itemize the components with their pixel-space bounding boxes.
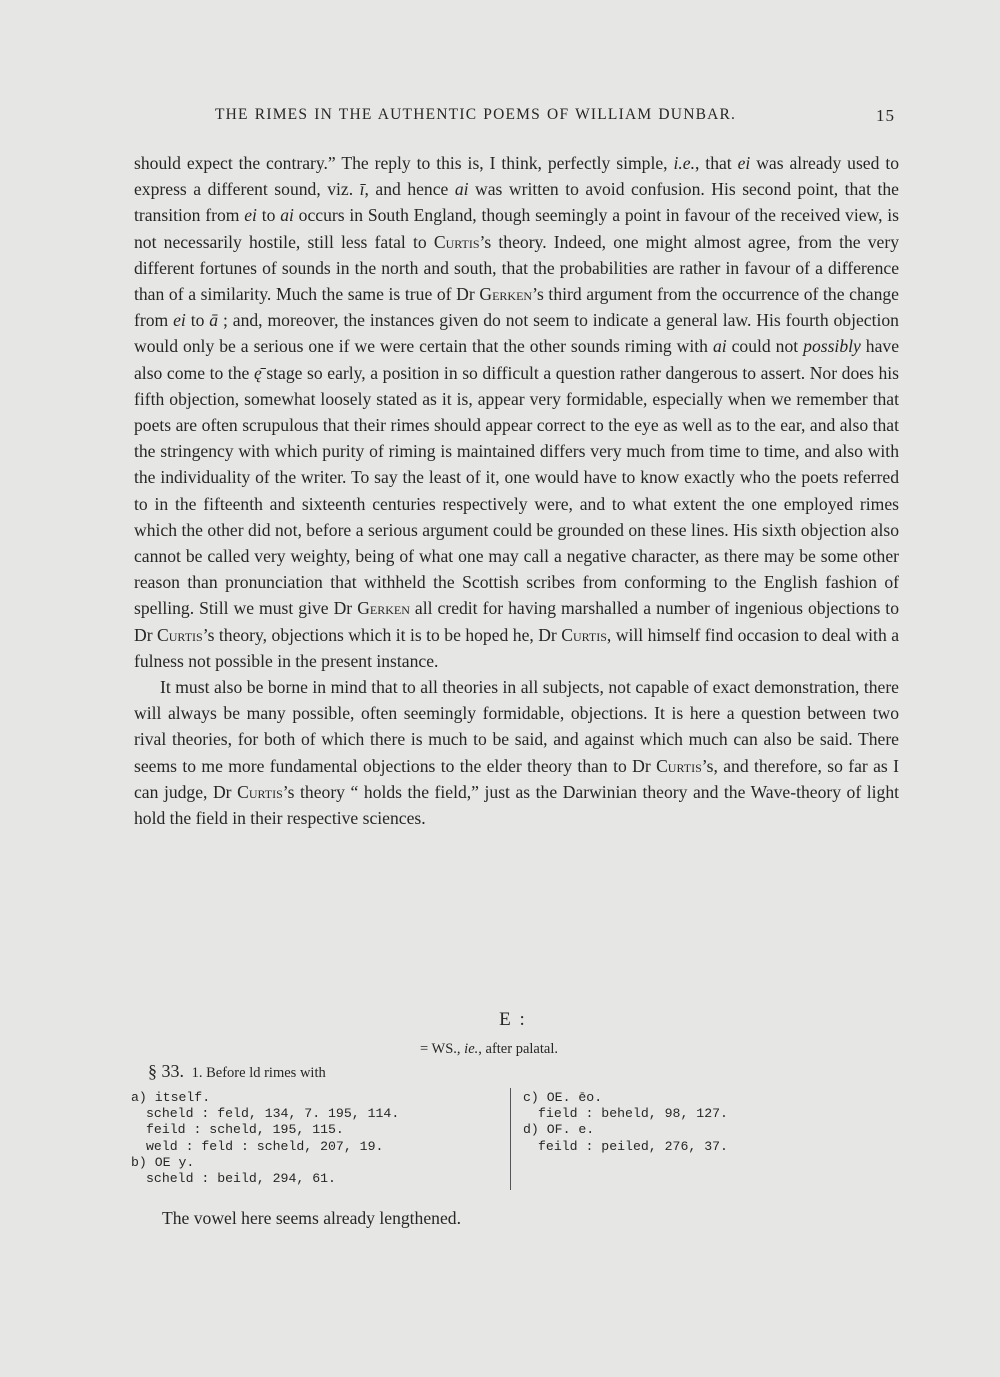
italic-run: ei xyxy=(244,205,257,226)
rime-entry: a) itself. xyxy=(131,1090,211,1105)
section-heading: E : xyxy=(499,1009,527,1030)
paragraph xyxy=(134,674,899,831)
closing-note: The vowel here seems already lengthened. xyxy=(162,1208,461,1228)
rime-entry: scheld : feld, 134, 7. 195, 114. xyxy=(146,1106,400,1122)
section-subheading xyxy=(420,1041,558,1058)
text-run: occurs in South England, though seemingly a point in favour of the received view, is not necessarily hostile, still less fatal to xyxy=(134,205,899,252)
paragraph xyxy=(134,150,899,674)
small-caps-name: Curtis xyxy=(157,624,203,645)
subheading-prefix: = WS., xyxy=(420,1041,465,1057)
italic-run: ā xyxy=(209,310,219,331)
text-run: was written to avoid confusion. His second point, that the transition from xyxy=(134,179,899,226)
rime-entry: c) OE. ēo. xyxy=(523,1090,603,1105)
subheading-suffix: , after palatal. xyxy=(478,1041,558,1057)
italic-run: ei xyxy=(737,153,751,173)
section-number: § 33. xyxy=(148,1061,184,1081)
italic-run: ai xyxy=(712,336,727,357)
text-run: all credit for having marshalled a number of ingenious objections to Dr xyxy=(134,598,899,645)
rime-list-right xyxy=(523,1090,823,1155)
italic-run: ī xyxy=(359,179,365,200)
italic-run: i.e. xyxy=(673,153,695,173)
italic-run: ę̄ xyxy=(253,362,262,383)
text-run: to xyxy=(185,310,210,331)
small-caps-name: Curtis xyxy=(433,231,480,252)
rime-entry: weld : feld : scheld, 207, 19. xyxy=(146,1138,384,1154)
text-run: , that xyxy=(695,153,738,173)
small-caps-name: Curtis xyxy=(656,755,702,776)
rime-entry: field : beheld, 98, 127. xyxy=(538,1106,728,1122)
text-run: ’s theory. Indeed, one might almost agree, from the very different fortunes of sounds in the north and south, that the probabilities are rather in favour of a difference than of a similarity. Much the same is true of Dr xyxy=(134,231,899,305)
small-caps-name: Curtis xyxy=(237,781,283,802)
subheading-ie: ie. xyxy=(464,1041,479,1057)
body-text xyxy=(134,150,899,831)
text-run: should expect the contrary.” The reply to this is, I think, perfectly simple, xyxy=(134,153,674,173)
text-run: was already used to express a different sound, viz. xyxy=(134,153,900,200)
text-run: have also come to the xyxy=(134,336,900,383)
text-run: ’s theory “ holds the field,” just as the Darwinian theory and the Wave-theory of light hold the field in their respective sciences. xyxy=(134,781,900,829)
text-run: , and hence xyxy=(364,179,455,200)
text-run: could not xyxy=(726,336,804,357)
text-run: ’s theory, objections which it is to be hoped he, Dr xyxy=(202,624,562,645)
rime-entry: b) OE y. xyxy=(131,1154,195,1170)
page-number: 15 xyxy=(876,106,895,125)
small-caps-name: Gerken xyxy=(357,598,410,619)
running-title: THE RIMES IN THE AUTHENTIC POEMS OF WILLIAM DUNBAR. xyxy=(215,106,737,123)
text-run: ’s, and therefore, so far as I can judge, Dr xyxy=(134,755,899,802)
text-run: , will himself find occasion to deal with a fulness not possible in the present instance. xyxy=(134,624,900,671)
paragraph-title: 1. Before ld rimes with xyxy=(191,1065,326,1081)
italic-run: possibly xyxy=(803,336,861,357)
rime-entry: d) OF. e. xyxy=(523,1122,595,1138)
text-run: ’s third argument from the occurrence of the change from xyxy=(134,284,899,331)
italic-run: ei xyxy=(173,310,186,331)
rime-entry: feild : scheld, 195, 115. xyxy=(146,1122,344,1138)
text-run: ; and, moreover, the instances given do not seem to indicate a general law. His fourth objection would only be a serious one if we were certain that the other sounds riming with xyxy=(134,310,899,357)
text-run: to xyxy=(256,205,281,226)
italic-run: ai xyxy=(454,179,469,200)
rime-entry: feild : peiled, 276, 37. xyxy=(538,1138,728,1154)
paragraph-heading xyxy=(148,1061,326,1082)
italic-run: ai xyxy=(280,205,294,226)
rime-entry: scheld : beild, 294, 61. xyxy=(146,1171,336,1187)
small-caps-name: Curtis xyxy=(561,624,607,645)
text-run: It must also be borne in mind that to all theories in all subjects, not capable of exact demonstration, there will always be many possible, often seemingly formidable, objections. It is here a question between two rival theories, for both of which there is much to be said, and against which much can also be said. There seems to me more fundamental objections to the elder theory than to Dr xyxy=(134,677,899,776)
small-caps-name: Gerken xyxy=(479,284,533,305)
rime-list-left xyxy=(131,1090,501,1187)
text-run: stage so early, a position in so difficult a question rather dangerous to assert. Nor does his fifth objection, somewhat loosely stated as it is, appear very formidable, especially when we remember that poets are often scrupulous that their rimes should appear correct to the eye as well as to the ear, and also that the stringency with which purity of riming is maintained differs very much from time to time, and also with the individuality of the writer. To say the least of it, one would have to know exactly who the poets referred to in the fifteenth and sixteenth centuries respectively were, and to what extent the one employed rimes which the other did not, before a serious argument could be grounded on these lines. His sixth objection also cannot be called very weighty, being of what one may call a negative character, as there may be some other reason than pronunciation that withheld the Scottish scribes from conforming to the English fashion of spelling. Still we must give Dr xyxy=(134,362,900,619)
column-divider xyxy=(510,1088,511,1190)
